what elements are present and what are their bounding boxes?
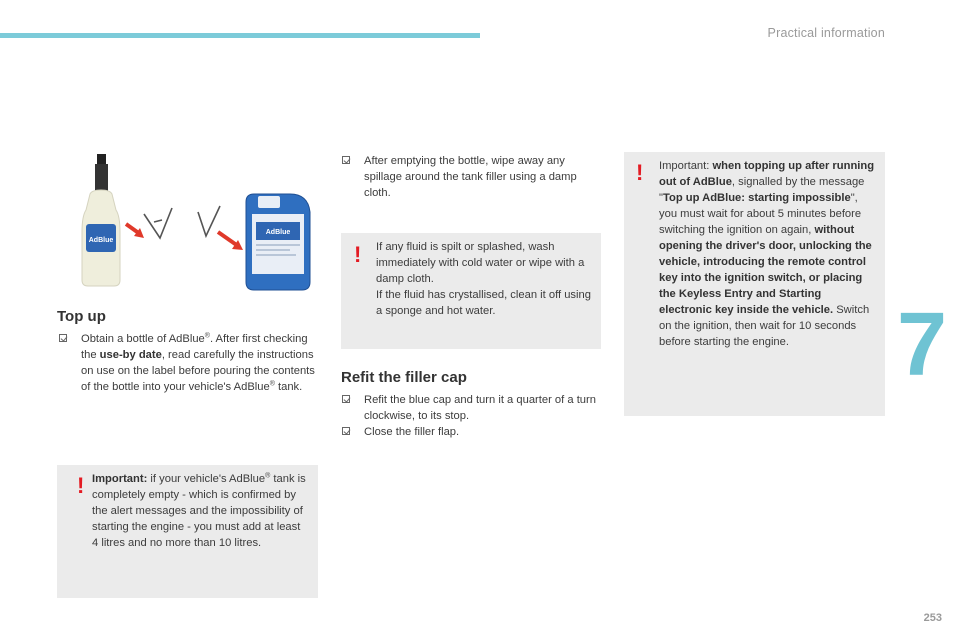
check-box-icon (59, 334, 67, 342)
page-number: 253 (923, 612, 942, 624)
adblue-container (246, 194, 310, 290)
container-label: AdBlue (265, 229, 291, 236)
topup-heading: Top up (57, 308, 106, 325)
header-accent-bar (0, 33, 480, 38)
warning-icon: ! (354, 242, 362, 267)
section-title: Practical information (767, 26, 885, 40)
check-arrow-right (198, 206, 220, 236)
warning-important: ! Important: when topping up after running out of AdBlue, signalled by the message "Top up AdBlue: starting impossible", you must wait for about 5 minutes before switching the ignition on again, without opening the driver's door, unlocking the vehicle, introducing the remote control key into the ignition switch, or placing the Keyless Entry and Starting electronic key inside the vehicle. Switch on the ignition, then wait for 10 seconds before starting the engine. (624, 152, 885, 416)
list-item: Refit the blue cap and turn it a quarter of a turn clockwise, to its stop. (342, 392, 604, 424)
list-item: Close the filler flap. (342, 424, 604, 440)
refit-list (342, 392, 604, 440)
check-box-icon (342, 427, 350, 435)
warning-empty-tank: ! Important: if your vehicle's AdBlue® tank is completely empty - which is confirmed by the alert messages and the impossibility of starting the engine - you must add at least 4 litres and no more than 10 litres. (57, 465, 318, 598)
list-item: Obtain a bottle of AdBlue®. After first checking the use-by date, read carefully the instructions on use on the label before pouring the contents of the bottle into your vehicle's AdBlue® tank. (59, 331, 317, 395)
after-emptying-list (342, 153, 604, 201)
check-box-icon (342, 395, 350, 403)
warning-icon: ! (636, 160, 644, 185)
topup-list (59, 331, 317, 395)
chapter-number: 7 (897, 295, 948, 395)
bottle-label: AdBlue (88, 237, 114, 244)
check-box-icon (342, 156, 350, 164)
adblue-bottle (82, 154, 120, 286)
check-arrow-left (144, 208, 172, 238)
list-item: After emptying the bottle, wipe away any spillage around the tank filler using a damp cloth. (342, 153, 604, 201)
warning-spill: ! If any fluid is spilt or splashed, wash immediately with cold water or wipe with a damp cloth. If the fluid has crystallised, clean it off using a sponge and hot water. (341, 233, 601, 349)
red-arrow-right (218, 232, 238, 246)
warning-icon: ! (77, 473, 85, 498)
refit-heading: Refit the filler cap (341, 369, 467, 386)
adblue-illustration (80, 152, 320, 292)
